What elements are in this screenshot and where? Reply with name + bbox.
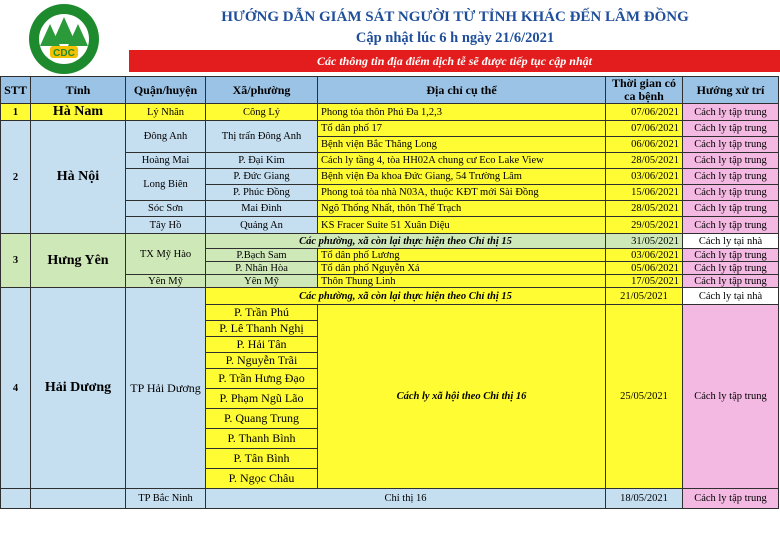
- action-cell: Cách ly tập trung: [683, 121, 779, 137]
- ward-cell: Mai Đình: [206, 201, 318, 217]
- action-cell: Cách ly tập trung: [683, 262, 779, 275]
- action-cell: Cách ly tập trung: [683, 305, 779, 489]
- action-cell: Cách ly tập trung: [683, 185, 779, 201]
- date-cell: 28/05/2021: [606, 153, 683, 169]
- col-address: Địa chỉ cụ thể: [318, 77, 606, 104]
- table-row: [1, 234, 779, 249]
- ward-cell: P. Trần Hưng Đạo: [206, 369, 318, 389]
- date-cell: 06/06/2021: [606, 137, 683, 153]
- ward-cell: P. Hải Tân: [206, 337, 318, 353]
- action-cell: Cách ly tập trung: [683, 169, 779, 185]
- ward-cell: Công Lý: [206, 104, 318, 121]
- table-row: [1, 104, 779, 121]
- ward-cell: P. Thanh Bình: [206, 429, 318, 449]
- ward-cell: P. Nhân Hòa: [206, 262, 318, 275]
- date-cell: 31/05/2021: [606, 234, 683, 249]
- ward-cell: P. Lê Thanh Nghị: [206, 321, 318, 337]
- ward-cell: Yên Mỹ: [206, 275, 318, 288]
- ward-cell: P.Bạch Sam: [206, 249, 318, 262]
- district-cell: Long Biên: [126, 169, 206, 201]
- col-stt: STT: [1, 77, 31, 104]
- col-action: Hướng xử trí: [683, 77, 779, 104]
- date-cell: 15/06/2021: [606, 185, 683, 201]
- address-cell: Thôn Thung Linh: [318, 275, 606, 288]
- stt-cell: 1: [1, 104, 31, 121]
- district-cell: TP Hải Dương: [126, 288, 206, 489]
- ward-cell: P. Phạm Ngũ Lão: [206, 389, 318, 409]
- date-cell: 25/05/2021: [606, 305, 683, 489]
- cdc-logo: [4, 2, 128, 76]
- district-cell: Hoàng Mai: [126, 153, 206, 169]
- monitoring-table: [0, 76, 779, 509]
- action-cell: Cách ly tập trung: [683, 153, 779, 169]
- ward-cell: P. Ngọc Châu: [206, 469, 318, 489]
- date-cell: 07/06/2021: [606, 121, 683, 137]
- action-cell: Cách ly tập trung: [683, 275, 779, 288]
- address-cell: Ngõ Thống Nhất, thôn Thế Trạch: [318, 201, 606, 217]
- ward-cell: P. Quang Trung: [206, 409, 318, 429]
- stt-cell: [1, 489, 31, 509]
- action-cell: Cách ly tại nhà: [683, 288, 779, 305]
- district-cell: Lý Nhân: [126, 104, 206, 121]
- address-cell: KS Fracer Suite 51 Xuân Diệu: [318, 217, 606, 234]
- table-header: [1, 77, 779, 104]
- action-cell: Cách ly tập trung: [683, 201, 779, 217]
- stt-cell: 4: [1, 288, 31, 489]
- action-cell: Cách ly tập trung: [683, 104, 779, 121]
- col-date: Thời gian có ca bệnh: [606, 77, 683, 104]
- action-cell: Cách ly tập trung: [683, 137, 779, 153]
- col-ward: Xã/phường: [206, 77, 318, 104]
- date-cell: 17/05/2021: [606, 275, 683, 288]
- district-cell: TX Mỹ Hào: [126, 234, 206, 275]
- notice-banner: Các thông tin địa điểm dịch tễ sẽ được tiếp tục cập nhật: [129, 50, 780, 72]
- district-cell: Sóc Sơn: [126, 201, 206, 217]
- province-cell: [31, 489, 126, 509]
- address-cell: Bệnh viện Bắc Thăng Long: [318, 137, 606, 153]
- address-cell: Tổ dân phố Lương: [318, 249, 606, 262]
- ward-cell: P. Đại Kim: [206, 153, 318, 169]
- address-cell: Tổ dân phố 17: [318, 121, 606, 137]
- date-cell: 18/05/2021: [606, 489, 683, 509]
- col-district: Quận/huyện: [126, 77, 206, 104]
- date-cell: 05/06/2021: [606, 262, 683, 275]
- update-time: Cập nhật lúc 6 h ngày 21/6/2021: [355, 30, 555, 46]
- district-cell: Tây Hồ: [126, 217, 206, 234]
- action-cell: Cách ly tập trung: [683, 249, 779, 262]
- province-cell: Hà Nội: [31, 121, 126, 234]
- col-province: Tỉnh: [31, 77, 126, 104]
- address-cell: Chỉ thị 16: [206, 489, 606, 509]
- district-cell: TP Bắc Ninh: [126, 489, 206, 509]
- ward-cell: P. Đức Giang: [206, 169, 318, 185]
- district-cell: Đông Anh: [126, 121, 206, 153]
- address-cell: Bệnh viện Đa khoa Đức Giang, 54 Trường Lâm: [318, 169, 606, 185]
- stt-cell: 3: [1, 234, 31, 288]
- table-row: [1, 121, 779, 137]
- page-header: [0, 0, 780, 76]
- ward-cell: P. Trần Phú: [206, 305, 318, 321]
- ward-cell: P. Nguyễn Trãi: [206, 353, 318, 369]
- district-cell: Yên Mỹ: [126, 275, 206, 288]
- action-cell: Cách ly tập trung: [683, 217, 779, 234]
- ward-cell: Thị trấn Đông Anh: [206, 121, 318, 153]
- ward-cell: Quảng An: [206, 217, 318, 234]
- note-cell: Các phường, xã còn lại thực hiện theo Chỉ thị 15: [206, 234, 606, 249]
- province-cell: Hà Nam: [31, 104, 126, 121]
- province-cell: Hưng Yên: [31, 234, 126, 288]
- table-row: [1, 489, 779, 509]
- address-cell: Cách ly tầng 4, tòa HH02A chung cư Eco Lake View: [318, 153, 606, 169]
- table-row: [1, 288, 779, 305]
- action-cell: Cách ly tập trung: [683, 489, 779, 509]
- stt-cell: 2: [1, 121, 31, 234]
- date-cell: 28/05/2021: [606, 201, 683, 217]
- province-cell: Hải Dương: [31, 288, 126, 489]
- ward-cell: P. Tân Bình: [206, 449, 318, 469]
- address-cell: Cách ly xã hội theo Chỉ thị 16: [318, 305, 606, 489]
- address-cell: Phong toả tòa nhà N03A, thuộc KĐT mới Sài Đồng: [318, 185, 606, 201]
- date-cell: 03/06/2021: [606, 249, 683, 262]
- logo-badge: CDC: [53, 48, 75, 59]
- address-cell: Phong tỏa thôn Phú Đa 1,2,3: [318, 104, 606, 121]
- date-cell: 07/06/2021: [606, 104, 683, 121]
- page-title: HƯỚNG DẪN GIÁM SÁT NGƯỜI TỪ TỈNH KHÁC ĐẾN LÂM ĐỒNG: [221, 9, 689, 25]
- date-cell: 21/05/2021: [606, 288, 683, 305]
- address-cell: Tổ dân phố Nguyễn Xá: [318, 262, 606, 275]
- date-cell: 29/05/2021: [606, 217, 683, 234]
- date-cell: 03/06/2021: [606, 169, 683, 185]
- action-cell: Cách ly tại nhà: [683, 234, 779, 249]
- ward-cell: P. Phúc Đồng: [206, 185, 318, 201]
- note-cell: Các phường, xã còn lại thực hiện theo Chỉ thị 15: [206, 288, 606, 305]
